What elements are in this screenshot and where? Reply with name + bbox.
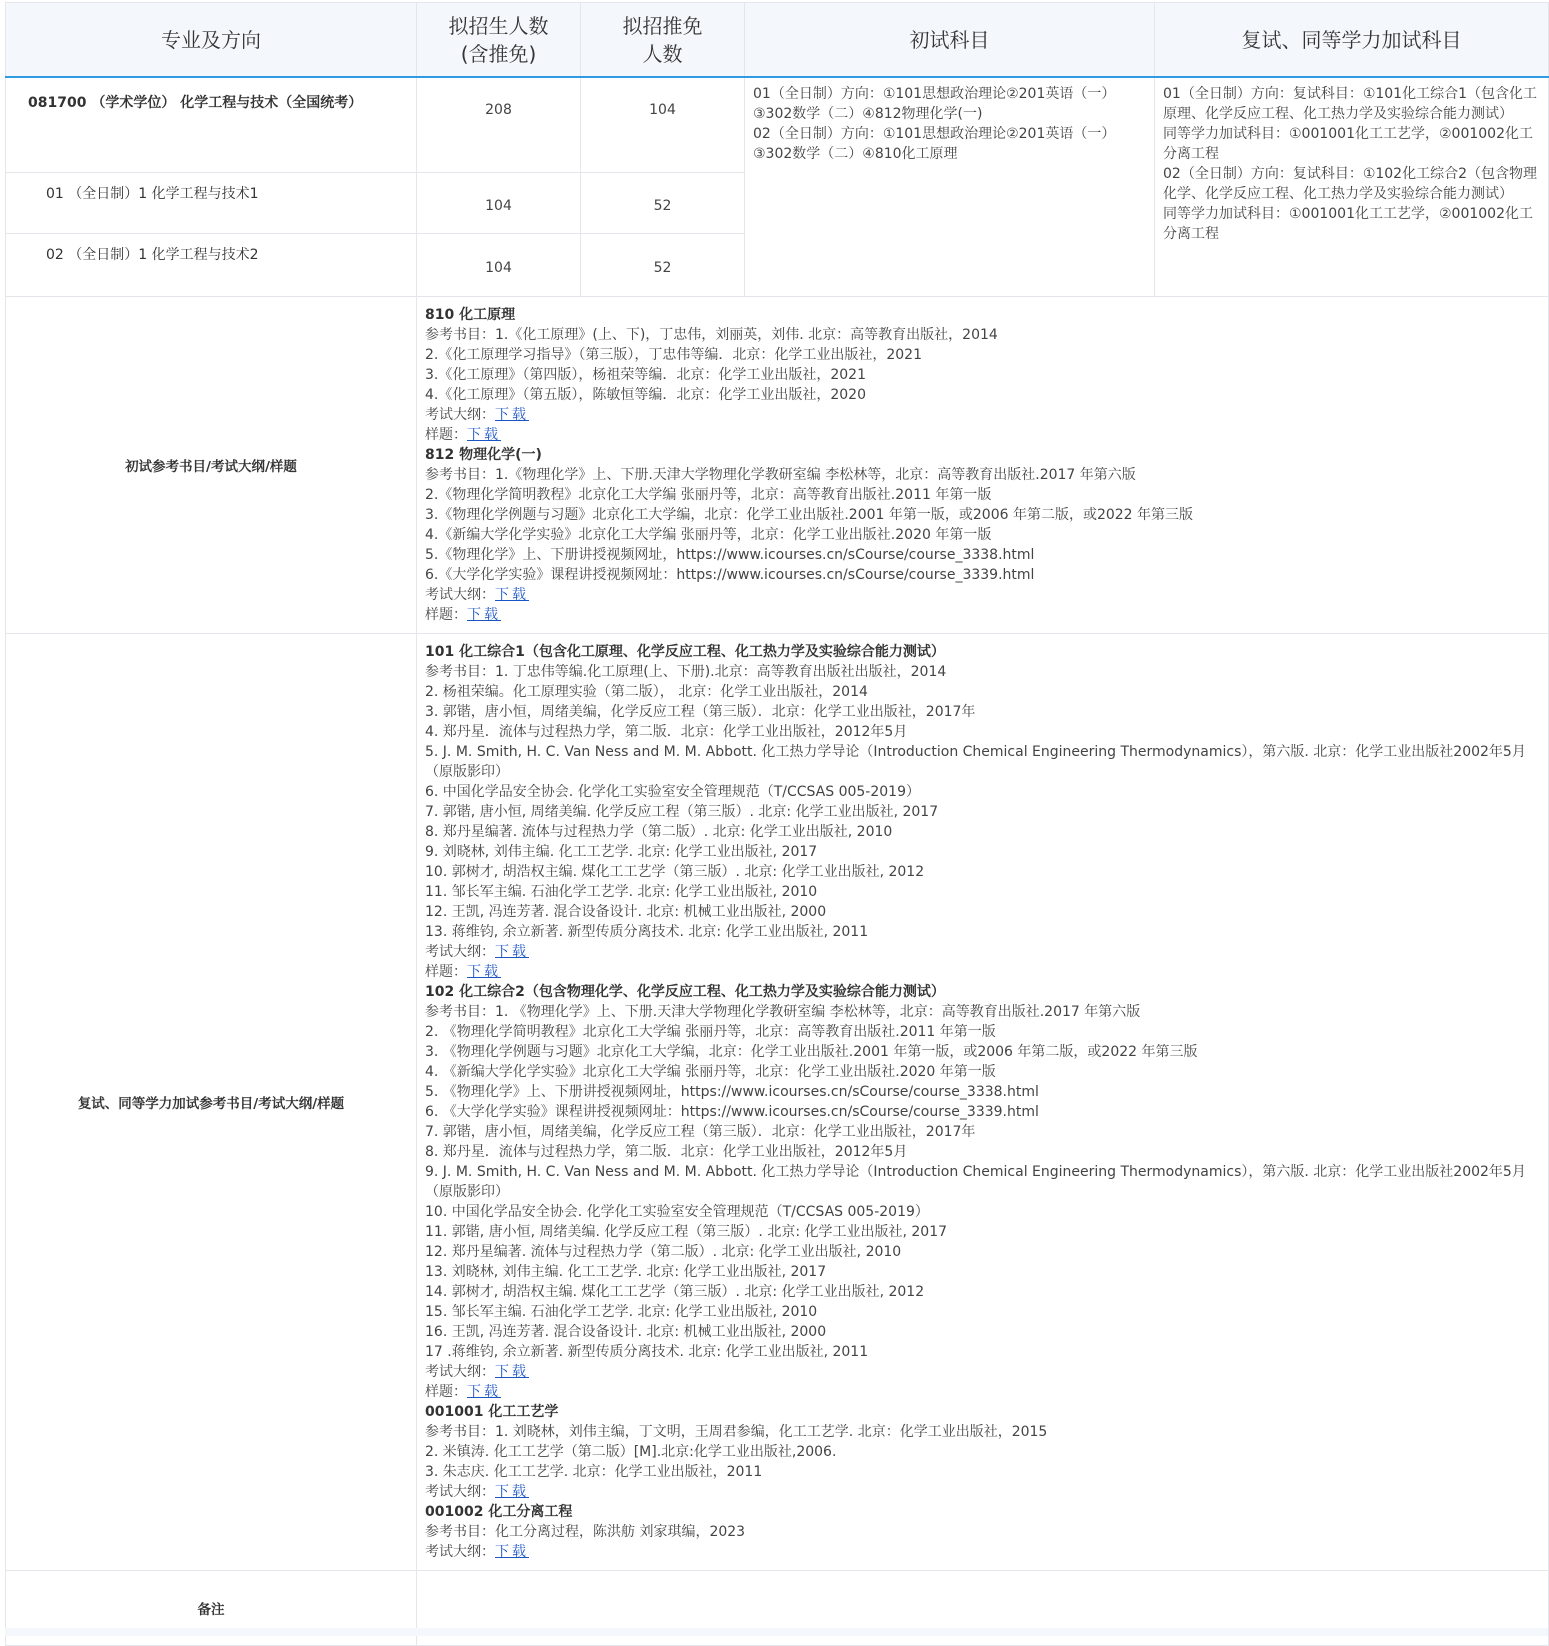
outline-row [425, 942, 1538, 962]
retest-subject-line: 01（全日制）方向：复试科目：①101化工综合1（包含化工原理、化学反应工程、化工热力学及实验综合能力测试） [1163, 86, 1537, 122]
direction-enroll: 104 [417, 234, 581, 297]
ref-line: 6. 中国化学品安全协会. 化学化工实验室安全管理规范（T/CCSAS 005-2019） [425, 784, 920, 800]
ref-line: 11. 郭锴, 唐小恒, 周绪美编. 化学反应工程（第三版）. 北京: 化学工业出版社, 2017 [425, 1224, 948, 1240]
ref-block-title: 812 物理化学(一) [425, 447, 542, 463]
retest-subject-line: 同等学力加试科目：①001001化工工艺学，②001002化工分离工程 [1163, 126, 1533, 162]
ref-line: 13. 蒋维钧, 余立新著. 新型传质分离技术. 北京: 化学工业出版社, 2011 [425, 924, 869, 940]
outline-label: 考试大纲： [425, 1544, 495, 1560]
outline-label: 考试大纲： [425, 587, 495, 603]
outline-download-link[interactable]: 下载 [495, 407, 529, 423]
ref-line: 8. 郑丹星．流体与过程热力学，第二版．北京：化学工业出版社，2012年5月 [425, 1144, 908, 1160]
ref-block-title: 001002 化工分离工程 [425, 1504, 573, 1520]
sample-download-link[interactable]: 下载 [467, 607, 501, 623]
ref-line: 10. 中国化学品安全协会. 化学化工实验室安全管理规范（T/CCSAS 005-2019） [425, 1204, 929, 1220]
remark-label: 备注 [6, 1571, 417, 1646]
ref-line: 3. 《物理化学例题与习题》北京化工大学编，北京：化学工业出版社.2001 年第一版，或2006 年第二版，或2022 年第三版 [425, 1044, 1198, 1060]
ref-line: 4.《化工原理》（第五版），陈敏恒等编．北京：化学工业出版社，2020 [425, 387, 866, 403]
admission-table-container [5, 2, 1548, 1646]
ref-line: 13. 刘晓林, 刘伟主编. 化工工艺学. 北京: 化学工业出版社, 2017 [425, 1264, 827, 1280]
sample-label: 样题： [425, 1384, 467, 1400]
ref-line: 4.《新编大学化学实验》北京化工大学编 张丽丹等，北京：化学工业出版社.2020 年第一版 [425, 527, 992, 543]
initial-subject-line: 01（全日制）方向：①101思想政治理论②201英语（一）③302数学（二）④812物理化学(一) [753, 86, 1116, 122]
ref-line: 17 .蒋维钧, 余立新著. 新型传质分离技术. 北京: 化学工业出版社, 2011 [425, 1344, 869, 1360]
ref-line: 2.《化工原理学习指导》（第三版），丁忠伟等编．北京：化学工业出版社，2021 [425, 347, 922, 363]
outline-row [425, 1362, 1538, 1382]
table-header-row [6, 3, 1549, 78]
admission-table [5, 2, 1549, 1646]
initial-refs-label: 初试参考书目/考试大纲/样题 [6, 297, 417, 634]
ref-block-title: 101 化工综合1（包含化工原理、化学反应工程、化工热力学及实验综合能力测试） [425, 644, 945, 660]
header-exempt: 拟招推免 人数 [581, 3, 745, 78]
sample-download-link[interactable]: 下载 [467, 1384, 501, 1400]
ref-line: 参考书目：化工分离过程，陈洪舫 刘家琪编，2023 [425, 1524, 746, 1540]
direction-enroll: 104 [417, 173, 581, 234]
outline-download-link[interactable]: 下载 [495, 1544, 529, 1560]
direction-label: 01 （全日制）1 化学工程与技术1 [6, 173, 417, 234]
ref-line: 3. 郭锴，唐小恒，周绪美编，化学反应工程（第三版）．北京：化学工业出版社，2017年 [425, 704, 976, 720]
table-bottom-strip [5, 1628, 1548, 1636]
outline-label: 考试大纲： [425, 944, 495, 960]
ref-line: 3. 朱志庆. 化工工艺学. 北京：化学工业出版社，2011 [425, 1464, 763, 1480]
ref-line: 12. 郑丹星编著. 流体与过程热力学（第二版）. 北京: 化学工业出版社, 2010 [425, 1244, 902, 1260]
ref-block-title: 810 化工原理 [425, 307, 516, 323]
ref-line: 15. 邹长军主编. 石油化学工艺学. 北京: 化学工业出版社, 2010 [425, 1304, 818, 1320]
ref-line: 参考书目：1.《物理化学》上、下册.天津大学物理化学教研室编 李松林等，北京：高等教育出版社.2017 年第六版 [425, 467, 1136, 483]
outline-label: 考试大纲： [425, 1364, 495, 1380]
ref-line: 10. 郭树才, 胡浩权主编. 煤化工工艺学（第三版）. 北京: 化学工业出版社, 2012 [425, 864, 925, 880]
sample-label: 样题： [425, 964, 467, 980]
header-enroll: 拟招生人数 (含推免) [417, 3, 581, 78]
initial-refs-content [417, 297, 1549, 634]
ref-line: 9. 刘晓林, 刘伟主编. 化工工艺学. 北京: 化学工业出版社, 2017 [425, 844, 818, 860]
ref-line: 7. 郭锴, 唐小恒, 周绪美编. 化学反应工程（第三版）. 北京: 化学工业出版社, 2017 [425, 804, 939, 820]
direction-label: 02 （全日制）1 化学工程与技术2 [6, 234, 417, 297]
retest-subject-line: 同等学力加试科目：①001001化工工艺学，②001002化工分离工程 [1163, 206, 1533, 242]
ref-line: 8. 郑丹星编著. 流体与过程热力学（第二版）. 北京: 化学工业出版社, 2010 [425, 824, 893, 840]
ref-line: 7. 郭锴，唐小恒，周绪美编，化学反应工程（第三版）．北京：化学工业出版社，2017年 [425, 1124, 976, 1140]
ref-block-title: 001001 化工工艺学 [425, 1404, 559, 1420]
outline-row [425, 405, 1538, 425]
outline-download-link[interactable]: 下载 [495, 944, 529, 960]
sample-download-link[interactable]: 下载 [467, 964, 501, 980]
ref-line: 2. 杨祖荣编。化工原理实验（第二版）， 北京：化学工业出版社，2014 [425, 684, 868, 700]
ref-line: 2. 《物理化学简明教程》北京化工大学编 张丽丹等，北京：高等教育出版社.2011 年第一版 [425, 1024, 996, 1040]
ref-line: 5.《物理化学》上、下册讲授视频网址，https://www.icourses.cn/sCourse/course_3338.html [425, 547, 1035, 563]
outline-row [425, 1482, 1538, 1502]
header-initial-subjects: 初试科目 [745, 3, 1155, 78]
outline-download-link[interactable]: 下载 [495, 587, 529, 603]
ref-line: 2. 米镇涛. 化工工艺学（第二版）[M].北京:化学工业出版社,2006. [425, 1444, 837, 1460]
outline-row [425, 585, 1538, 605]
ref-line: 14. 郭树才, 胡浩权主编. 煤化工工艺学（第三版）. 北京: 化学工业出版社, 2012 [425, 1284, 925, 1300]
sample-label: 样题： [425, 607, 467, 623]
sample-label: 样题： [425, 427, 467, 443]
outline-row [425, 1542, 1538, 1562]
retest-subject-line: 02（全日制）方向：复试科目：①102化工综合2（包含物理化学、化学反应工程、化工热力学及实验综合能力测试） [1163, 166, 1537, 202]
ref-line: 5. J. M. Smith, H. C. Van Ness and M. M. Abbott. 化工热力学导论（Introduction Chemical Engineering Thermodynamics），第六版. 北京：化学工业出版社2002年5月（原版影印） [425, 744, 1526, 780]
ref-line: 6. 《大学化学实验》课程讲授视频网址：https://www.icourses.cn/sCourse/course_3339.html [425, 1104, 1039, 1120]
major-main-enroll: 208 [417, 77, 581, 173]
ref-line: 9. J. M. Smith, H. C. Van Ness and M. M. Abbott. 化工热力学导论（Introduction Chemical Engineering Thermodynamics），第六版. 北京：化学工业出版社2002年5月（原版影印） [425, 1164, 1526, 1200]
sample-row [425, 605, 1538, 625]
sample-row [425, 425, 1538, 445]
ref-line: 12. 王凯, 冯连芳著. 混合设备设计. 北京: 机械工业出版社, 2000 [425, 904, 827, 920]
direction-exempt: 52 [581, 234, 745, 297]
ref-line: 5. 《物理化学》上、下册讲授视频网址，https://www.icourses.cn/sCourse/course_3338.html [425, 1084, 1039, 1100]
ref-line: 3.《物理化学例题与习题》北京化工大学编，北京：化学工业出版社.2001 年第一版，或2006 年第二版，或2022 年第三版 [425, 507, 1194, 523]
retest-subjects-cell [1155, 77, 1549, 297]
outline-download-link[interactable]: 下载 [495, 1484, 529, 1500]
sample-download-link[interactable]: 下载 [467, 427, 501, 443]
outline-label: 考试大纲： [425, 1484, 495, 1500]
ref-line: 4. 郑丹星．流体与过程热力学，第二版．北京：化学工业出版社，2012年5月 [425, 724, 908, 740]
outline-label: 考试大纲： [425, 407, 495, 423]
sample-row [425, 1382, 1538, 1402]
header-major: 专业及方向 [6, 3, 417, 78]
ref-line: 参考书目：1. 《物理化学》上、下册.天津大学物理化学教研室编 李松林等，北京：高等教育出版社.2017 年第六版 [425, 1004, 1141, 1020]
ref-line: 11. 邹长军主编. 石油化学工艺学. 北京: 化学工业出版社, 2010 [425, 884, 818, 900]
retest-refs-content [417, 634, 1549, 1571]
sample-row [425, 962, 1538, 982]
header-retest-subjects: 复试、同等学力加试科目 [1155, 3, 1549, 78]
table-row [6, 297, 1549, 634]
ref-line: 4. 《新编大学化学实验》北京化工大学编 张丽丹等，北京：化学工业出版社.2020 年第一版 [425, 1064, 996, 1080]
table-row [6, 77, 1549, 173]
ref-line: 参考书目：1.《化工原理》(上、下)，丁忠伟，刘丽英，刘伟. 北京：高等教育出版社，2014 [425, 327, 998, 343]
ref-line: 16. 王凯, 冯连芳著. 混合设备设计. 北京: 机械工业出版社, 2000 [425, 1324, 827, 1340]
ref-line: 2.《物理化学简明教程》北京化工大学编 张丽丹等，北京：高等教育出版社.2011 年第一版 [425, 487, 992, 503]
table-row [6, 634, 1549, 1571]
direction-exempt: 52 [581, 173, 745, 234]
initial-subjects-cell [745, 77, 1155, 297]
ref-line: 6.《大学化学实验》课程讲授视频网址：https://www.icourses.cn/sCourse/course_3339.html [425, 567, 1035, 583]
initial-subject-line: 02（全日制）方向：①101思想政治理论②201英语（一）③302数学（二）④810化工原理 [753, 126, 1116, 162]
outline-download-link[interactable]: 下载 [495, 1364, 529, 1380]
ref-line: 参考书目：1. 丁忠伟等编.化工原理(上、下册).北京：高等教育出版社出版社，2014 [425, 664, 947, 680]
ref-line: 参考书目：1. 刘晓林，刘伟主编，丁文明，王周君参编，化工工艺学. 北京：化学工业出版社，2015 [425, 1424, 1048, 1440]
ref-line: 3.《化工原理》（第四版），杨祖荣等编．北京：化学工业出版社，2021 [425, 367, 866, 383]
major-main-label: 081700 （学术学位） 化学工程与技术（全国统考） [6, 77, 417, 173]
retest-refs-label: 复试、同等学力加试参考书目/考试大纲/样题 [6, 634, 417, 1571]
major-main-exempt: 104 [581, 77, 745, 173]
ref-block-title: 102 化工综合2（包含物理化学、化学反应工程、化工热力学及实验综合能力测试） [425, 984, 945, 1000]
